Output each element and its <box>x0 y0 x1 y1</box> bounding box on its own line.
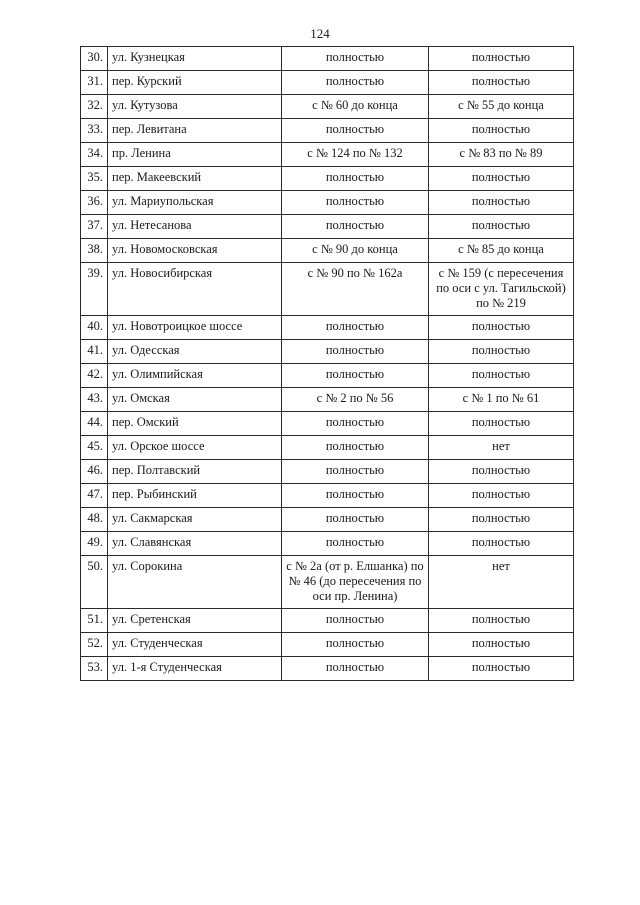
row-number-cell: 41. <box>81 340 108 364</box>
table-row <box>81 633 574 657</box>
street-name-cell: ул. Новомосковская <box>108 239 282 263</box>
odd-side-cell: нет <box>429 556 574 609</box>
odd-side-cell: полностью <box>429 316 574 340</box>
table-row <box>81 657 574 681</box>
row-number-cell: 35. <box>81 167 108 191</box>
even-side-cell: полностью <box>282 47 429 71</box>
table-row <box>81 388 574 412</box>
odd-side-cell: полностью <box>429 215 574 239</box>
street-name-cell: пер. Рыбинский <box>108 484 282 508</box>
odd-side-cell: полностью <box>429 657 574 681</box>
odd-side-cell: полностью <box>429 71 574 95</box>
even-side-cell: полностью <box>282 609 429 633</box>
row-number-cell: 45. <box>81 436 108 460</box>
street-name-cell: ул. Нетесанова <box>108 215 282 239</box>
even-side-cell: полностью <box>282 191 429 215</box>
even-side-cell: полностью <box>282 167 429 191</box>
street-name-cell: ул. Славянская <box>108 532 282 556</box>
table-row <box>81 47 574 71</box>
even-side-cell: полностью <box>282 657 429 681</box>
streets-table <box>80 46 574 681</box>
street-name-cell: ул. 1-я Студенческая <box>108 657 282 681</box>
street-name-cell: ул. Омская <box>108 388 282 412</box>
street-name-cell: ул. Новотроицкое шоссе <box>108 316 282 340</box>
even-side-cell: с № 124 по № 132 <box>282 143 429 167</box>
table-row <box>81 484 574 508</box>
even-side-cell: полностью <box>282 340 429 364</box>
table-row <box>81 556 574 609</box>
row-number-cell: 32. <box>81 95 108 119</box>
odd-side-cell: полностью <box>429 633 574 657</box>
odd-side-cell: полностью <box>429 119 574 143</box>
even-side-cell: с № 2 по № 56 <box>282 388 429 412</box>
even-side-cell: полностью <box>282 508 429 532</box>
even-side-cell: полностью <box>282 316 429 340</box>
odd-side-cell: с № 85 до конца <box>429 239 574 263</box>
odd-side-cell: полностью <box>429 412 574 436</box>
odd-side-cell: нет <box>429 436 574 460</box>
table-row <box>81 191 574 215</box>
even-side-cell: полностью <box>282 460 429 484</box>
row-number-cell: 40. <box>81 316 108 340</box>
page-number: 124 <box>310 26 330 41</box>
even-side-cell: полностью <box>282 215 429 239</box>
even-side-cell: с № 2а (от р. Елшанка) по № 46 (до пересечения по оси пр. Ленина) <box>282 556 429 609</box>
table-row <box>81 508 574 532</box>
odd-side-cell: с № 55 до конца <box>429 95 574 119</box>
street-name-cell: ул. Мариупольская <box>108 191 282 215</box>
table-row <box>81 95 574 119</box>
table-row <box>81 412 574 436</box>
row-number-cell: 50. <box>81 556 108 609</box>
table-row <box>81 340 574 364</box>
odd-side-cell: полностью <box>429 609 574 633</box>
table-row <box>81 143 574 167</box>
street-name-cell: ул. Сорокина <box>108 556 282 609</box>
table-row <box>81 532 574 556</box>
row-number-cell: 44. <box>81 412 108 436</box>
row-number-cell: 34. <box>81 143 108 167</box>
row-number-cell: 48. <box>81 508 108 532</box>
odd-side-cell: полностью <box>429 167 574 191</box>
row-number-cell: 37. <box>81 215 108 239</box>
table-row <box>81 239 574 263</box>
odd-side-cell: полностью <box>429 532 574 556</box>
even-side-cell: полностью <box>282 119 429 143</box>
street-name-cell: ул. Студенческая <box>108 633 282 657</box>
odd-side-cell: полностью <box>429 191 574 215</box>
odd-side-cell: полностью <box>429 340 574 364</box>
street-name-cell: пер. Левитана <box>108 119 282 143</box>
odd-side-cell: полностью <box>429 484 574 508</box>
row-number-cell: 42. <box>81 364 108 388</box>
row-number-cell: 52. <box>81 633 108 657</box>
even-side-cell: полностью <box>282 412 429 436</box>
even-side-cell: полностью <box>282 484 429 508</box>
odd-side-cell: с № 159 (с пересечения по оси с ул. Тагильской) по № 219 <box>429 263 574 316</box>
street-name-cell: ул. Олимпийская <box>108 364 282 388</box>
row-number-cell: 47. <box>81 484 108 508</box>
row-number-cell: 43. <box>81 388 108 412</box>
street-name-cell: пер. Курский <box>108 71 282 95</box>
row-number-cell: 39. <box>81 263 108 316</box>
row-number-cell: 36. <box>81 191 108 215</box>
row-number-cell: 33. <box>81 119 108 143</box>
table-row <box>81 460 574 484</box>
table-row <box>81 436 574 460</box>
even-side-cell: полностью <box>282 71 429 95</box>
table-row <box>81 119 574 143</box>
street-name-cell: пер. Омский <box>108 412 282 436</box>
row-number-cell: 38. <box>81 239 108 263</box>
odd-side-cell: полностью <box>429 47 574 71</box>
street-name-cell: пер. Макеевский <box>108 167 282 191</box>
odd-side-cell: полностью <box>429 364 574 388</box>
even-side-cell: полностью <box>282 436 429 460</box>
street-name-cell: пер. Полтавский <box>108 460 282 484</box>
table-row <box>81 316 574 340</box>
even-side-cell: с № 90 до конца <box>282 239 429 263</box>
even-side-cell: полностью <box>282 532 429 556</box>
street-name-cell: ул. Сакмарская <box>108 508 282 532</box>
street-name-cell: ул. Кутузова <box>108 95 282 119</box>
even-side-cell: полностью <box>282 364 429 388</box>
street-name-cell: ул. Кузнецкая <box>108 47 282 71</box>
even-side-cell: с № 90 по № 162а <box>282 263 429 316</box>
row-number-cell: 53. <box>81 657 108 681</box>
street-name-cell: ул. Новосибирская <box>108 263 282 316</box>
row-number-cell: 51. <box>81 609 108 633</box>
streets-table-body <box>81 47 574 681</box>
odd-side-cell: полностью <box>429 460 574 484</box>
row-number-cell: 31. <box>81 71 108 95</box>
odd-side-cell: с № 83 по № 89 <box>429 143 574 167</box>
odd-side-cell: полностью <box>429 508 574 532</box>
street-name-cell: ул. Орское шоссе <box>108 436 282 460</box>
odd-side-cell: с № 1 по № 61 <box>429 388 574 412</box>
table-row <box>81 215 574 239</box>
even-side-cell: с № 60 до конца <box>282 95 429 119</box>
table-row <box>81 364 574 388</box>
table-row <box>81 609 574 633</box>
table-row <box>81 167 574 191</box>
row-number-cell: 46. <box>81 460 108 484</box>
street-name-cell: ул. Одесская <box>108 340 282 364</box>
even-side-cell: полностью <box>282 633 429 657</box>
table-row <box>81 71 574 95</box>
row-number-cell: 30. <box>81 47 108 71</box>
street-name-cell: пр. Ленина <box>108 143 282 167</box>
street-name-cell: ул. Сретенская <box>108 609 282 633</box>
row-number-cell: 49. <box>81 532 108 556</box>
table-row <box>81 263 574 316</box>
